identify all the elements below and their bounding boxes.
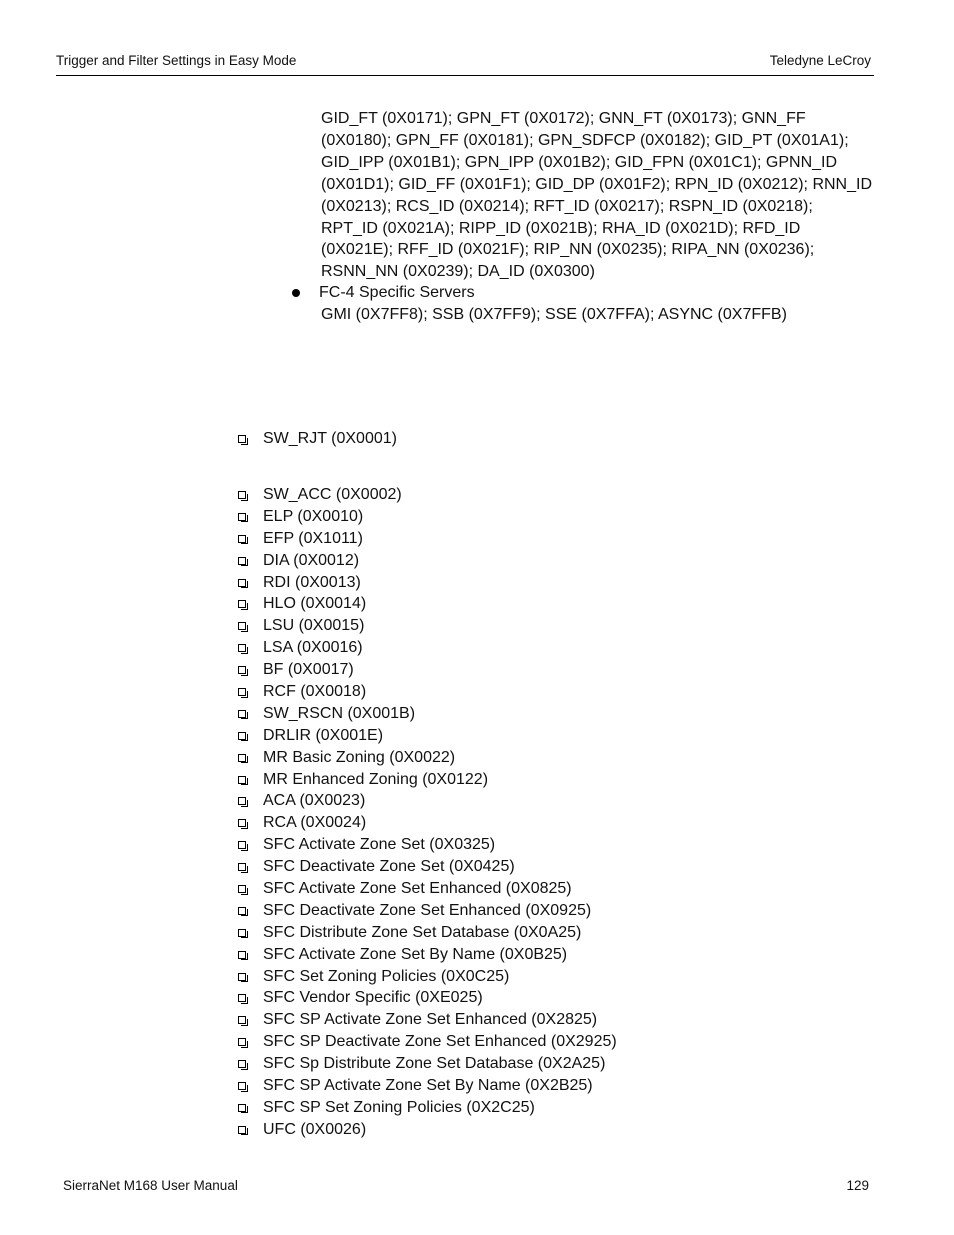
checkbox-bullet-icon [238, 710, 246, 718]
checkbox-bullet-icon [238, 1082, 246, 1090]
bullet-dot-icon [292, 289, 300, 297]
list-item-label: SFC SP Activate Zone Set By Name (0X2B25) [263, 1077, 593, 1095]
list-item [237, 1009, 617, 1031]
checkbox-bullet-icon [238, 1060, 246, 1068]
list-item-label: SW_ACC (0X0002) [263, 486, 402, 503]
list-item-label: SFC Activate Zone Set (0X0325) [263, 836, 496, 854]
checkbox-bullet-icon [238, 1104, 246, 1112]
list-item [237, 966, 617, 988]
list-item-label: DRLIR (0X001E) [263, 726, 384, 744]
checkbox-bullet-icon [238, 732, 246, 740]
list-item [237, 681, 617, 703]
header-company: Teledyne LeCroy [769, 53, 871, 68]
list-item [237, 637, 617, 659]
list-item [237, 725, 617, 747]
list-item [237, 528, 617, 550]
list-item-label: RCA (0X0024) [263, 814, 367, 832]
list-item-label: SFC Set Zoning Policies (0X0C25) [263, 967, 510, 985]
list-item [237, 572, 617, 594]
list-item [237, 1031, 617, 1053]
list-item-label: SFC SP Deactivate Zone Set Enhanced (0X2925) [263, 1033, 617, 1051]
checkbox-bullet-icon [238, 557, 246, 565]
checkbox-bullet-icon [238, 819, 246, 827]
list-item-label: HLO (0X0014) [263, 595, 367, 613]
checkbox-bullet-icon [238, 600, 246, 608]
list-item [237, 484, 617, 506]
list-item-label: SFC SP Set Zoning Policies (0X2C25) [263, 1098, 535, 1116]
checkbox-bullet-icon [238, 1126, 246, 1134]
list-item-label: LSU (0X0015) [263, 617, 365, 635]
list-item [237, 506, 617, 528]
checkbox-bullet-icon [238, 1038, 246, 1046]
list-item [237, 615, 617, 637]
list-item [237, 593, 617, 615]
list-item [237, 812, 617, 834]
gs-services-values: GID_FT (0X0171); GPN_FT (0X0172); GNN_FT (0X0173); GNN_FF (0X0180); GPN_FF (0X0181); GPN_SDFCP (0X0182); GID_PT (0X01A1); GID_IPP (0X01B1); GPN_IPP (0X01B2); GID_FPN (0X01C1); GPNN_ID (0X01D1); GID_FF (0X01F1); GID_DP (0X01F2); RPN_ID (0X0212); RNN_ID (0X0213); RCS_ID (0X0214); RFT_ID (0X0217); RSPN_ID (0X0218); RPT_ID (0X021A); RIPP_ID (0X021B); RHA_ID (0X021D); RFD_ID (0X021E); RFF_ID (0X021F); RIP_NN (0X0235); RIPA_NN (0X0236); RSNN_NN (0X0239); DA_ID (0X0300) [321, 110, 872, 281]
list-item-label: RCF (0X0018) [263, 683, 367, 701]
checkbox-bullet-icon [238, 841, 246, 849]
list-item-label: SW_RSCN (0X001B) [263, 704, 416, 722]
checkbox-bullet-icon [238, 973, 246, 981]
checkbox-bullet-icon [238, 666, 246, 674]
fc4-values: GMI (0X7FF8); SSB (0X7FF9); SSE (0X7FFA); ASYNC (0X7FFB) [321, 306, 787, 323]
list-item-label: SW_RJT (0X0001) [263, 430, 397, 447]
list-item [237, 878, 617, 900]
list-item [237, 703, 617, 725]
list-item [237, 428, 397, 450]
checkbox-bullet-icon [238, 951, 246, 959]
list-item [237, 944, 617, 966]
list-item [237, 659, 617, 681]
checkbox-bullet-icon [238, 929, 246, 937]
list-item-label: SFC Deactivate Zone Set (0X0425) [263, 858, 515, 876]
header-section-title: Trigger and Filter Settings in Easy Mode [56, 53, 297, 68]
footer-manual-title: SierraNet M168 User Manual [63, 1178, 238, 1193]
list-item-label: ACA (0X0023) [263, 792, 366, 810]
list-item-label: SFC Distribute Zone Set Database (0X0A25) [263, 923, 582, 941]
list-item [237, 1097, 617, 1119]
list-item-label: LSA (0X0016) [263, 639, 363, 657]
list-item-label: SFC Activate Zone Set By Name (0X0B25) [263, 945, 568, 963]
checkbox-bullet-icon [238, 885, 246, 893]
list-item-label: ELP (0X0010) [263, 507, 364, 525]
list-item [237, 1053, 617, 1075]
fc4-label: FC-4 Specific Servers [319, 284, 475, 301]
checkbox-bullet-icon [238, 491, 246, 499]
checkbox-bullet-icon [238, 579, 246, 587]
list-item-label: SFC Sp Distribute Zone Set Database (0X2A25) [263, 1055, 606, 1073]
list-item [237, 747, 617, 769]
list-item-label: RDI (0X0013) [263, 573, 361, 591]
list-item [237, 1119, 617, 1141]
list-item-label: MR Enhanced Zoning (0X0122) [263, 770, 489, 788]
checkbox-bullet-icon [238, 622, 246, 630]
checkbox-bullet-icon [238, 644, 246, 652]
checkbox-bullet-icon [238, 513, 246, 521]
list-item [237, 856, 617, 878]
command-list-1 [237, 428, 397, 450]
list-item [237, 900, 617, 922]
checkbox-bullet-icon [238, 797, 246, 805]
list-item-label: UFC (0X0026) [263, 1120, 367, 1138]
checkbox-bullet-icon [238, 863, 246, 871]
list-item [237, 987, 617, 1009]
list-item [237, 769, 617, 791]
list-item-label: SFC SP Activate Zone Set Enhanced (0X2825) [263, 1011, 598, 1029]
list-item-label: SFC Activate Zone Set Enhanced (0X0825) [263, 880, 572, 898]
list-item-label: SFC Deactivate Zone Set Enhanced (0X0925) [263, 901, 592, 919]
list-item-label: EFP (0X1011) [263, 529, 363, 547]
list-item [237, 550, 617, 572]
list-item-label: DIA (0X0012) [263, 551, 360, 569]
checkbox-bullet-icon [238, 994, 246, 1002]
checkbox-bullet-icon [238, 688, 246, 696]
checkbox-bullet-icon [238, 535, 246, 543]
checkbox-bullet-icon [238, 776, 246, 784]
header-divider [56, 75, 874, 76]
list-item-label: SFC Vendor Specific (0XE025) [263, 989, 483, 1007]
checkbox-bullet-icon [238, 1016, 246, 1024]
checkbox-bullet-icon [238, 907, 246, 915]
checkbox-bullet-icon [238, 754, 246, 762]
command-list-2 [237, 484, 617, 1141]
checkbox-bullet-icon [238, 435, 246, 443]
list-item [237, 1075, 617, 1097]
list-item [237, 922, 617, 944]
list-item [237, 834, 617, 856]
list-item [237, 790, 617, 812]
footer-page-number: 129 [846, 1178, 869, 1193]
list-item-label: MR Basic Zoning (0X0022) [263, 748, 456, 766]
list-item-label: BF (0X0017) [263, 661, 354, 679]
